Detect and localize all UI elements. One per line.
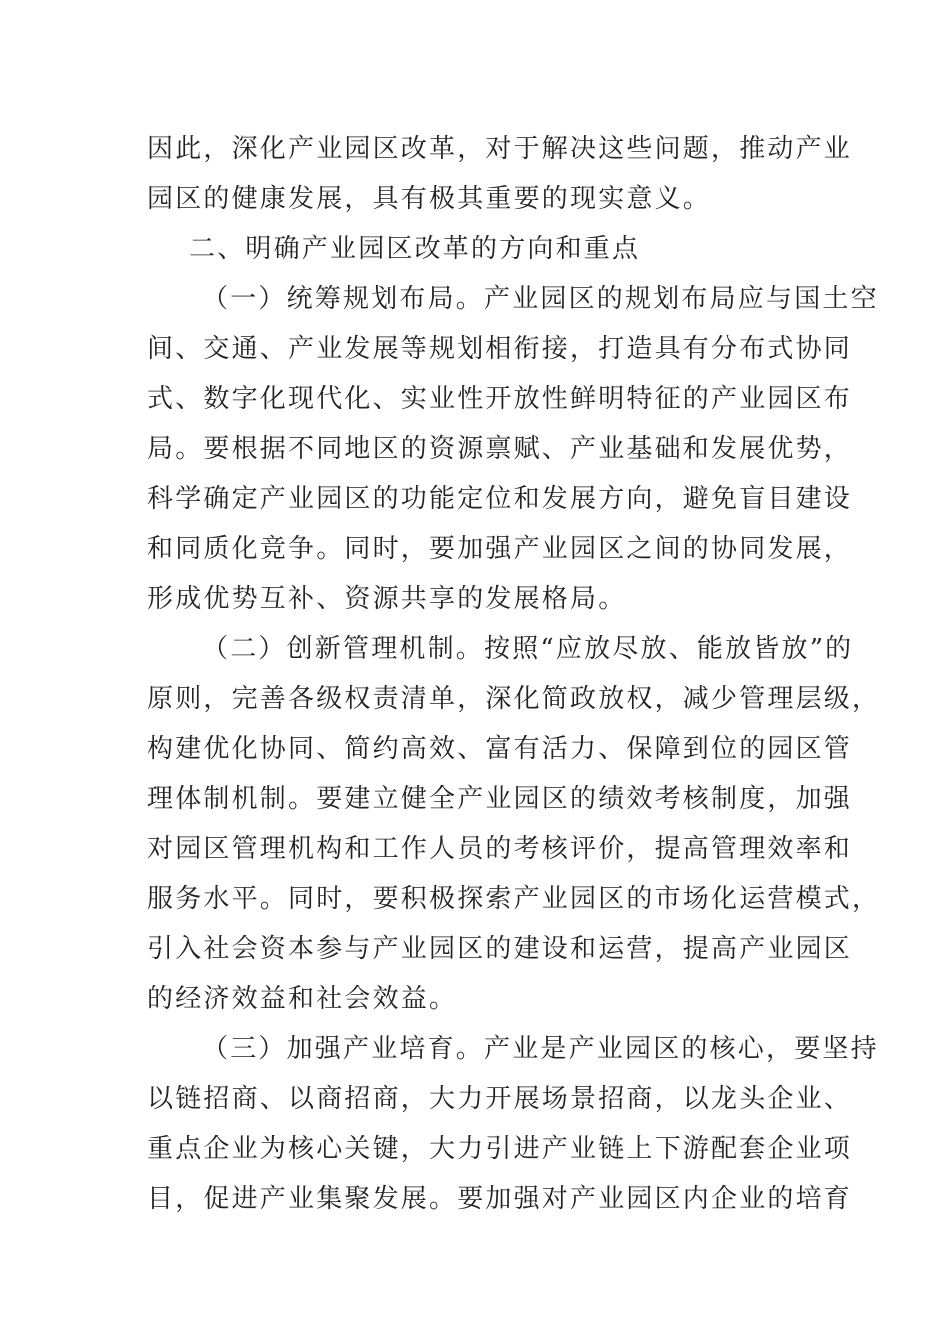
text-line: 科学确定产业园区的功能定位和发展方向，避免盲目建设	[147, 484, 853, 514]
text-line: 目，促进产业集聚发展。要加强对产业园区内企业的培育	[147, 1184, 853, 1214]
text-line: 因此，深化产业园区改革，对于解决这些问题，推动产业	[147, 134, 853, 164]
text-line: 重点企业为核心关键，大力引进产业链上下游配套企业项	[147, 1134, 853, 1164]
text-line: 对园区管理机构和工作人员的考核评价，提高管理效率和	[147, 834, 853, 864]
text-line: 以链招商、以商招商，大力开展场景招商，以龙头企业、	[147, 1084, 853, 1114]
text-line: （三）加强产业培育。产业是产业园区的核心，要坚持	[202, 1034, 879, 1064]
text-line: 原则，完善各级权责清单，深化简政放权，减少管理层级，	[147, 684, 881, 714]
text-line: （一）统筹规划布局。产业园区的规划布局应与国土空	[202, 284, 879, 314]
text-line: 服务水平。同时，要积极探索产业园区的市场化运营模式，	[147, 884, 881, 914]
text-line: 理体制机制。要建立健全产业园区的绩效考核制度，加强	[147, 784, 853, 814]
text-line: 和同质化竞争。同时，要加强产业园区之间的协同发展，	[147, 534, 853, 564]
section-heading: 二、明确产业园区改革的方向和重点	[189, 234, 641, 264]
text-line: 引入社会资本参与产业园区的建设和运营，提高产业园区	[147, 934, 853, 964]
text-line: 的经济效益和社会效益。	[147, 984, 458, 1014]
text-line: 局。要根据不同地区的资源禀赋、产业基础和发展优势，	[147, 434, 853, 464]
text-line: 园区的健康发展，具有极其重要的现实意义。	[147, 184, 712, 214]
text-line: 形成优势互补、资源共享的发展格局。	[147, 584, 627, 614]
document-body	[147, 124, 881, 1224]
text-line: 式、数字化现代化、实业性开放性鲜明特征的产业园区布	[147, 384, 853, 414]
text-line: 构建优化协同、简约高效、富有活力、保障到位的园区管	[147, 734, 853, 764]
text-line: 间、交通、产业发展等规划相衔接，打造具有分布式协同	[147, 334, 853, 364]
text-line: （二）创新管理机制。按照“应放尽放、能放皆放”的	[202, 634, 854, 664]
